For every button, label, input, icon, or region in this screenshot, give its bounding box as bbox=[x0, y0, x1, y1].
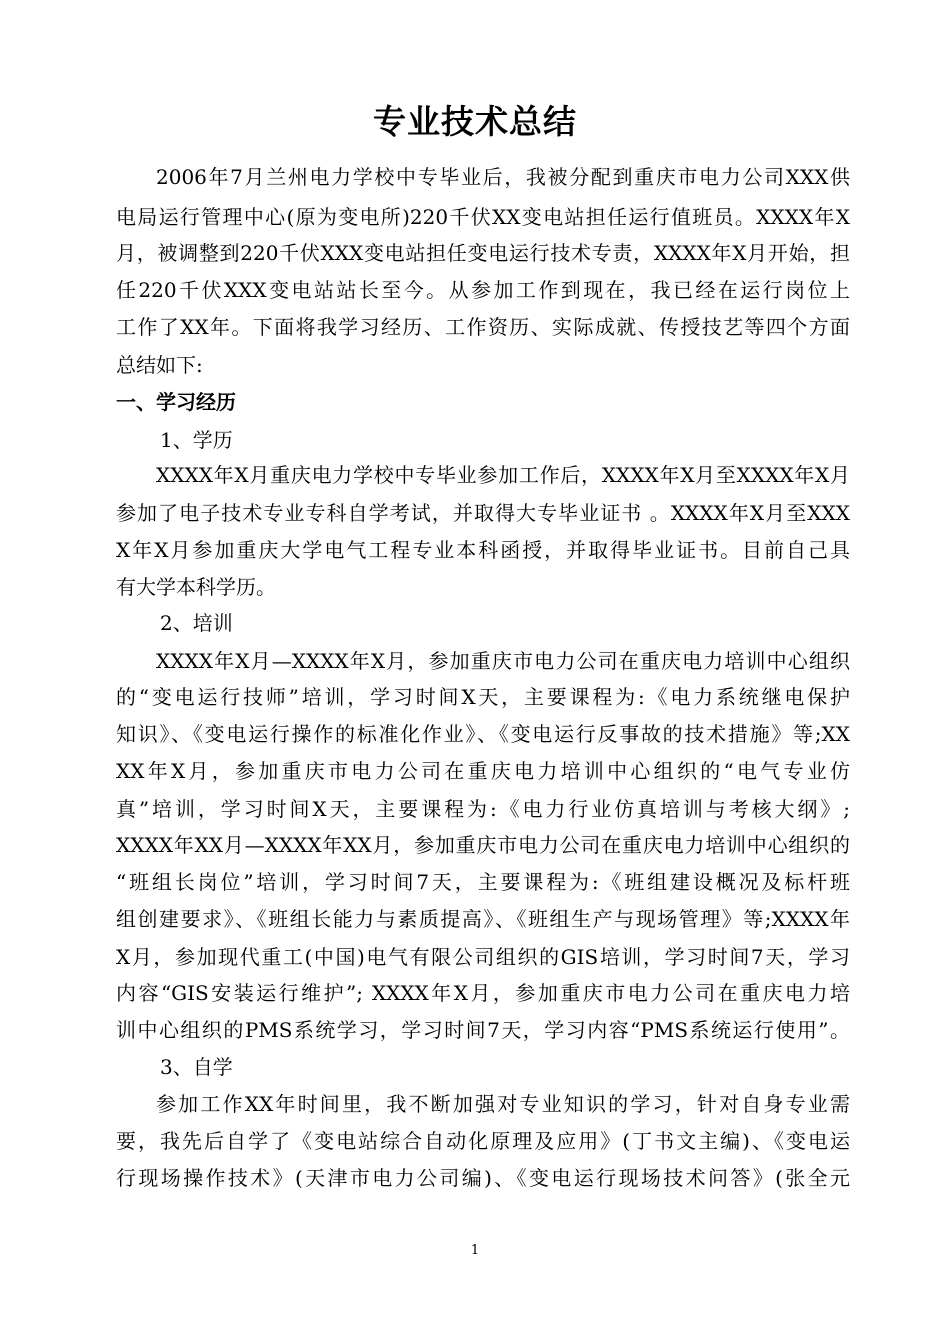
self-study-line-1: 参加工作XX年时间里，我不断加强对专业知识的学习，针对自身专业需 bbox=[156, 1092, 850, 1116]
training-line-9: X月，参加现代重工(中国)电气有限公司组织的GIS培训，学习时间7天，学习 bbox=[116, 945, 850, 969]
page-number: 1 bbox=[470, 1243, 480, 1258]
intro-line-5: 工作了XX年。下面将我学习经历、工作资历、实际成就、传授技艺等四个方面 bbox=[116, 315, 850, 339]
section-heading-learning: 一、学习经历 bbox=[116, 390, 236, 414]
training-line-8: 组创建要求》、《班组长能力与素质提高》、《班组生产与现场管理》等;XXXX年 bbox=[116, 907, 850, 931]
training-line-2: 的“变电运行技师”培训，学习时间X天，主要课程为:《电力系统继电保护 bbox=[116, 685, 850, 709]
subheading-training: 2、培训 bbox=[160, 611, 233, 635]
training-line-5: 真”培训，学习时间X天，主要课程为:《电力行业仿真培训与考核大纲》; bbox=[116, 797, 850, 821]
training-line-10: 内容“GIS安装运行维护”; XXXX年X月，参加重庆市电力公司在重庆电力培 bbox=[116, 981, 850, 1005]
subheading-education: 1、学历 bbox=[160, 428, 233, 452]
education-line-4: 有大学本科学历。 bbox=[116, 575, 276, 599]
education-line-1: XXXX年X月重庆电力学校中专毕业参加工作后，XXXX年X月至XXXX年X月 bbox=[156, 463, 850, 487]
document-title: 专业技术总结 bbox=[373, 102, 577, 141]
training-line-11: 训中心组织的PMS系统学习，学习时间7天，学习内容“PMS系统运行使用”。 bbox=[116, 1018, 850, 1042]
training-line-6: XXXX年XX月—XXXX年XX月，参加重庆市电力公司在重庆电力培训中心组织的 bbox=[116, 833, 850, 857]
education-line-2: 参加了电子技术专业专科自学考试，并取得大专毕业证书 。XXXX年X月至XXX bbox=[116, 501, 850, 525]
self-study-line-2: 要，我先后自学了《变电站综合自动化原理及应用》(丁书文主编)、《变电运 bbox=[116, 1129, 850, 1153]
intro-line-4: 任220千伏XXX变电站站长至今。从参加工作到现在，我已经在运行岗位上 bbox=[116, 278, 850, 302]
education-line-3: X年X月参加重庆大学电气工程专业本科函授，并取得毕业证书。目前自己具 bbox=[116, 538, 850, 562]
training-line-7: “班组长岗位”培训，学习时间7天，主要课程为:《班组建设概况及标杆班 bbox=[116, 870, 850, 894]
training-line-4: XX年X月，参加重庆市电力公司在重庆电力培训中心组织的“电气专业仿 bbox=[116, 759, 850, 783]
intro-line-1: 2006年7月兰州电力学校中专毕业后，我被分配到重庆市电力公司XXX供 bbox=[156, 165, 850, 189]
training-line-3: 知识》、《变电运行操作的标准化作业》、《变电运行反事故的技术措施》等;XX bbox=[116, 722, 850, 746]
intro-line-3: 月，被调整到220千伏XXX变电站担任变电运行技术专责，XXXX年X月开始，担 bbox=[116, 241, 850, 265]
self-study-line-3: 行现场操作技术》(天津市电力公司编)、《变电运行现场技术问答》(张全元 bbox=[116, 1166, 850, 1190]
intro-line-6: 总结如下: bbox=[116, 353, 203, 377]
subheading-self-study: 3、自学 bbox=[160, 1055, 233, 1079]
training-line-1: XXXX年X月—XXXX年X月，参加重庆市电力公司在重庆电力培训中心组织 bbox=[156, 649, 850, 673]
intro-line-2: 电局运行管理中心(原为变电所)220千伏XX变电站担任运行值班员。XXXX年X bbox=[116, 205, 850, 229]
